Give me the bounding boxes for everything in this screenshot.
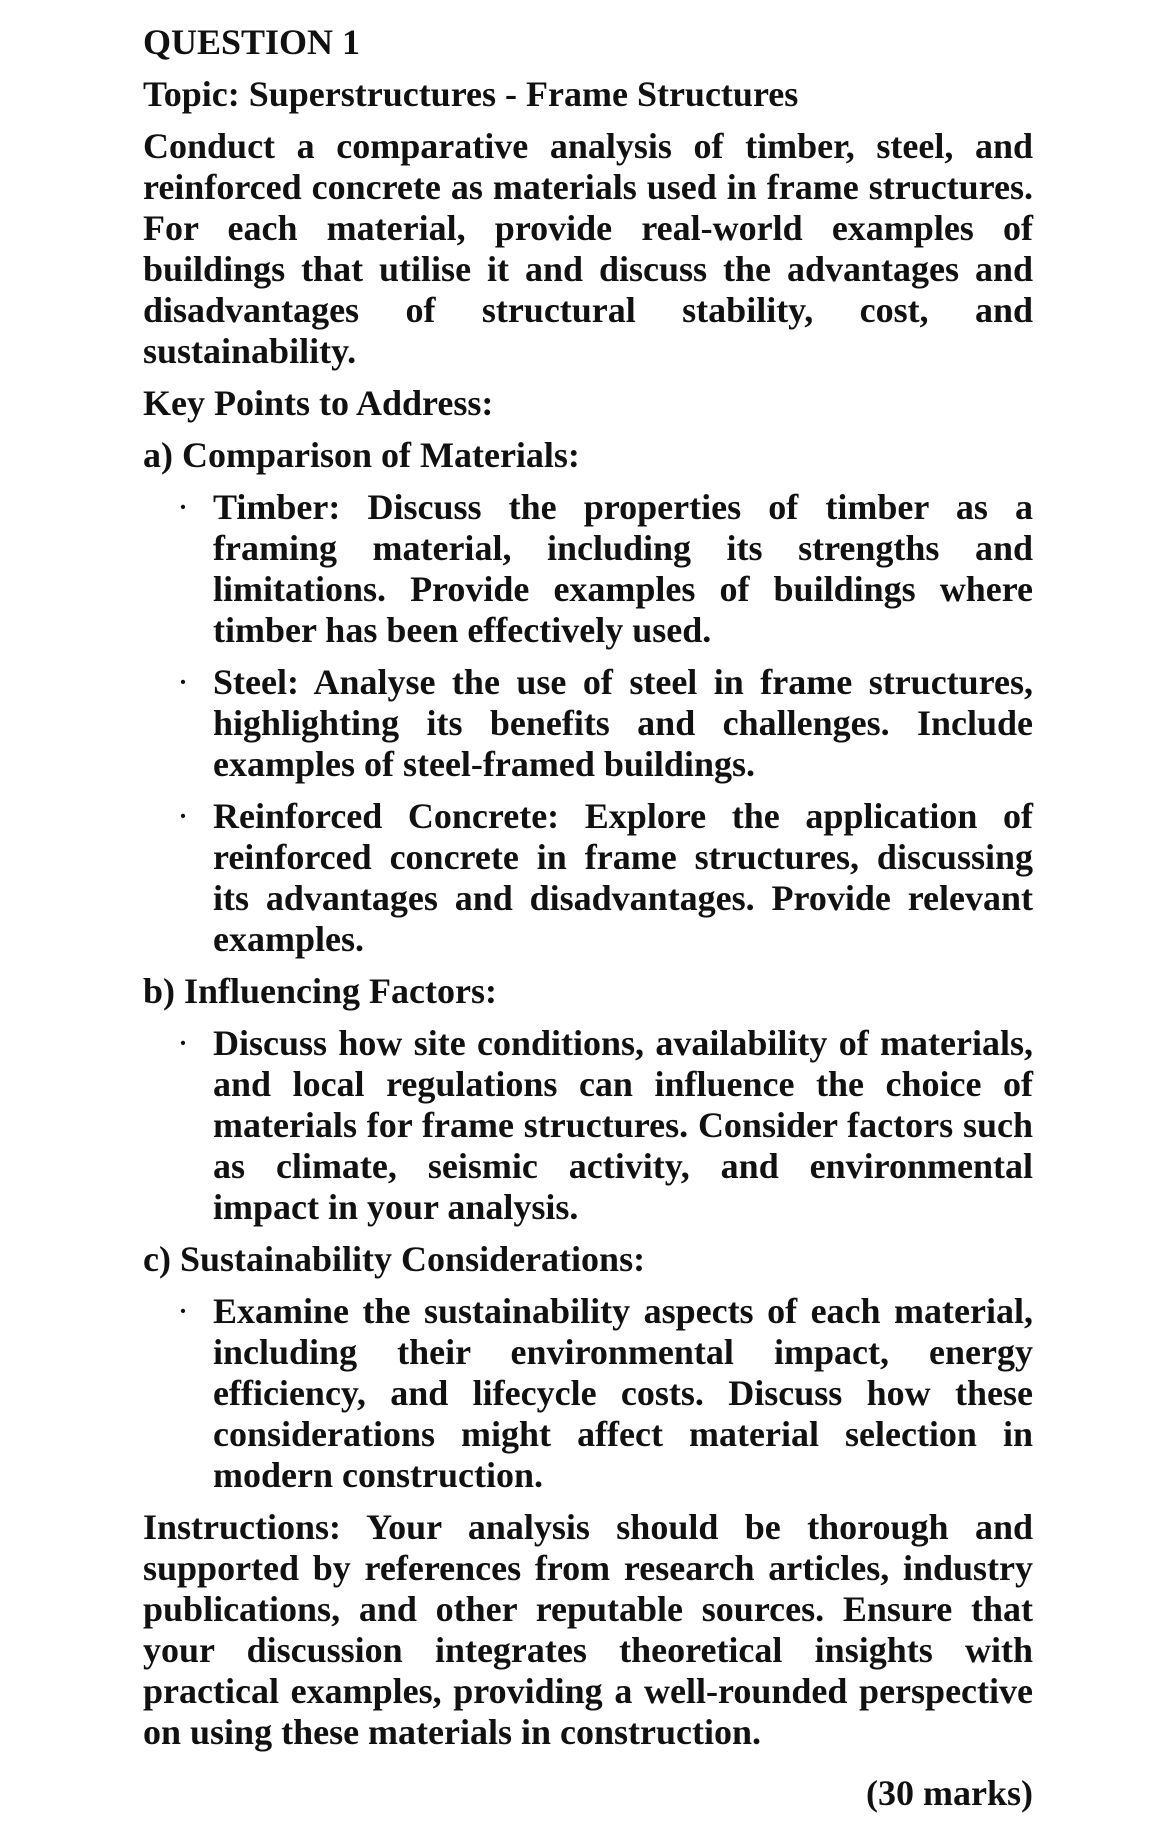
bullet-dot-icon: · xyxy=(177,1291,189,1331)
bullet-item xyxy=(177,1291,1033,1496)
bullet-text: Reinforced Concrete: Explore the application of reinforced concrete in frame structures, discussing its advantages and disadvantages. Provide relevant examples. xyxy=(213,796,1033,959)
bullet-item xyxy=(177,796,1033,960)
question-content xyxy=(143,22,1033,1814)
bullet-dot-icon: · xyxy=(177,1023,189,1063)
marks-label: (30 marks) xyxy=(866,1773,1033,1813)
key-points-heading: Key Points to Address: xyxy=(143,383,494,423)
bullet-item xyxy=(177,1023,1033,1228)
bullet-text: Examine the sustainability aspects of each material, including their environmental impact, energy efficiency, and lifecycle costs. Discuss how these considerations might affect material selection in modern construction. xyxy=(213,1291,1033,1495)
question-title: QUESTION 1 xyxy=(143,22,361,62)
bullet-dot-icon: · xyxy=(177,487,189,527)
section-heading: c) Sustainability Considerations: xyxy=(143,1239,646,1279)
bullet-text: Discuss how site conditions, availability of materials, and local regulations can influence the choice of materials for frame structures. Consider factors such as climate, seismic activity, and environmental impact in your analysis. xyxy=(213,1023,1033,1227)
bullet-dot-icon: · xyxy=(177,796,189,836)
section-heading: a) Comparison of Materials: xyxy=(143,435,580,475)
bullet-text: Timber: Discuss the properties of timber as a framing material, including its strengths and limitations. Provide examples of buildings where timber has been effectively used. xyxy=(213,487,1033,650)
bullet-item xyxy=(177,662,1033,785)
bullet-item xyxy=(177,487,1033,651)
section-heading: b) Influencing Factors: xyxy=(143,971,497,1011)
instructions-paragraph: Instructions: Your analysis should be thorough and supported by references from research articles, industry publications, and other reputable sources. Ensure that your discussion integrates theoretical insights with practical examples, providing a well-rounded perspective on using these materials in construction. xyxy=(143,1507,1033,1752)
question-intro: Conduct a comparative analysis of timber, steel, and reinforced concrete as materials used in frame structures. For each material, provide real-world examples of buildings that utilise it and discuss the advantages and disadvantages of structural stability, cost, and sustainability. xyxy=(143,126,1033,371)
bullet-dot-icon: · xyxy=(177,662,189,702)
bullet-text: Steel: Analyse the use of steel in frame structures, highlighting its benefits and challenges. Include examples of steel-framed buildings. xyxy=(213,662,1033,784)
question-topic: Topic: Superstructures - Frame Structures xyxy=(143,74,799,114)
